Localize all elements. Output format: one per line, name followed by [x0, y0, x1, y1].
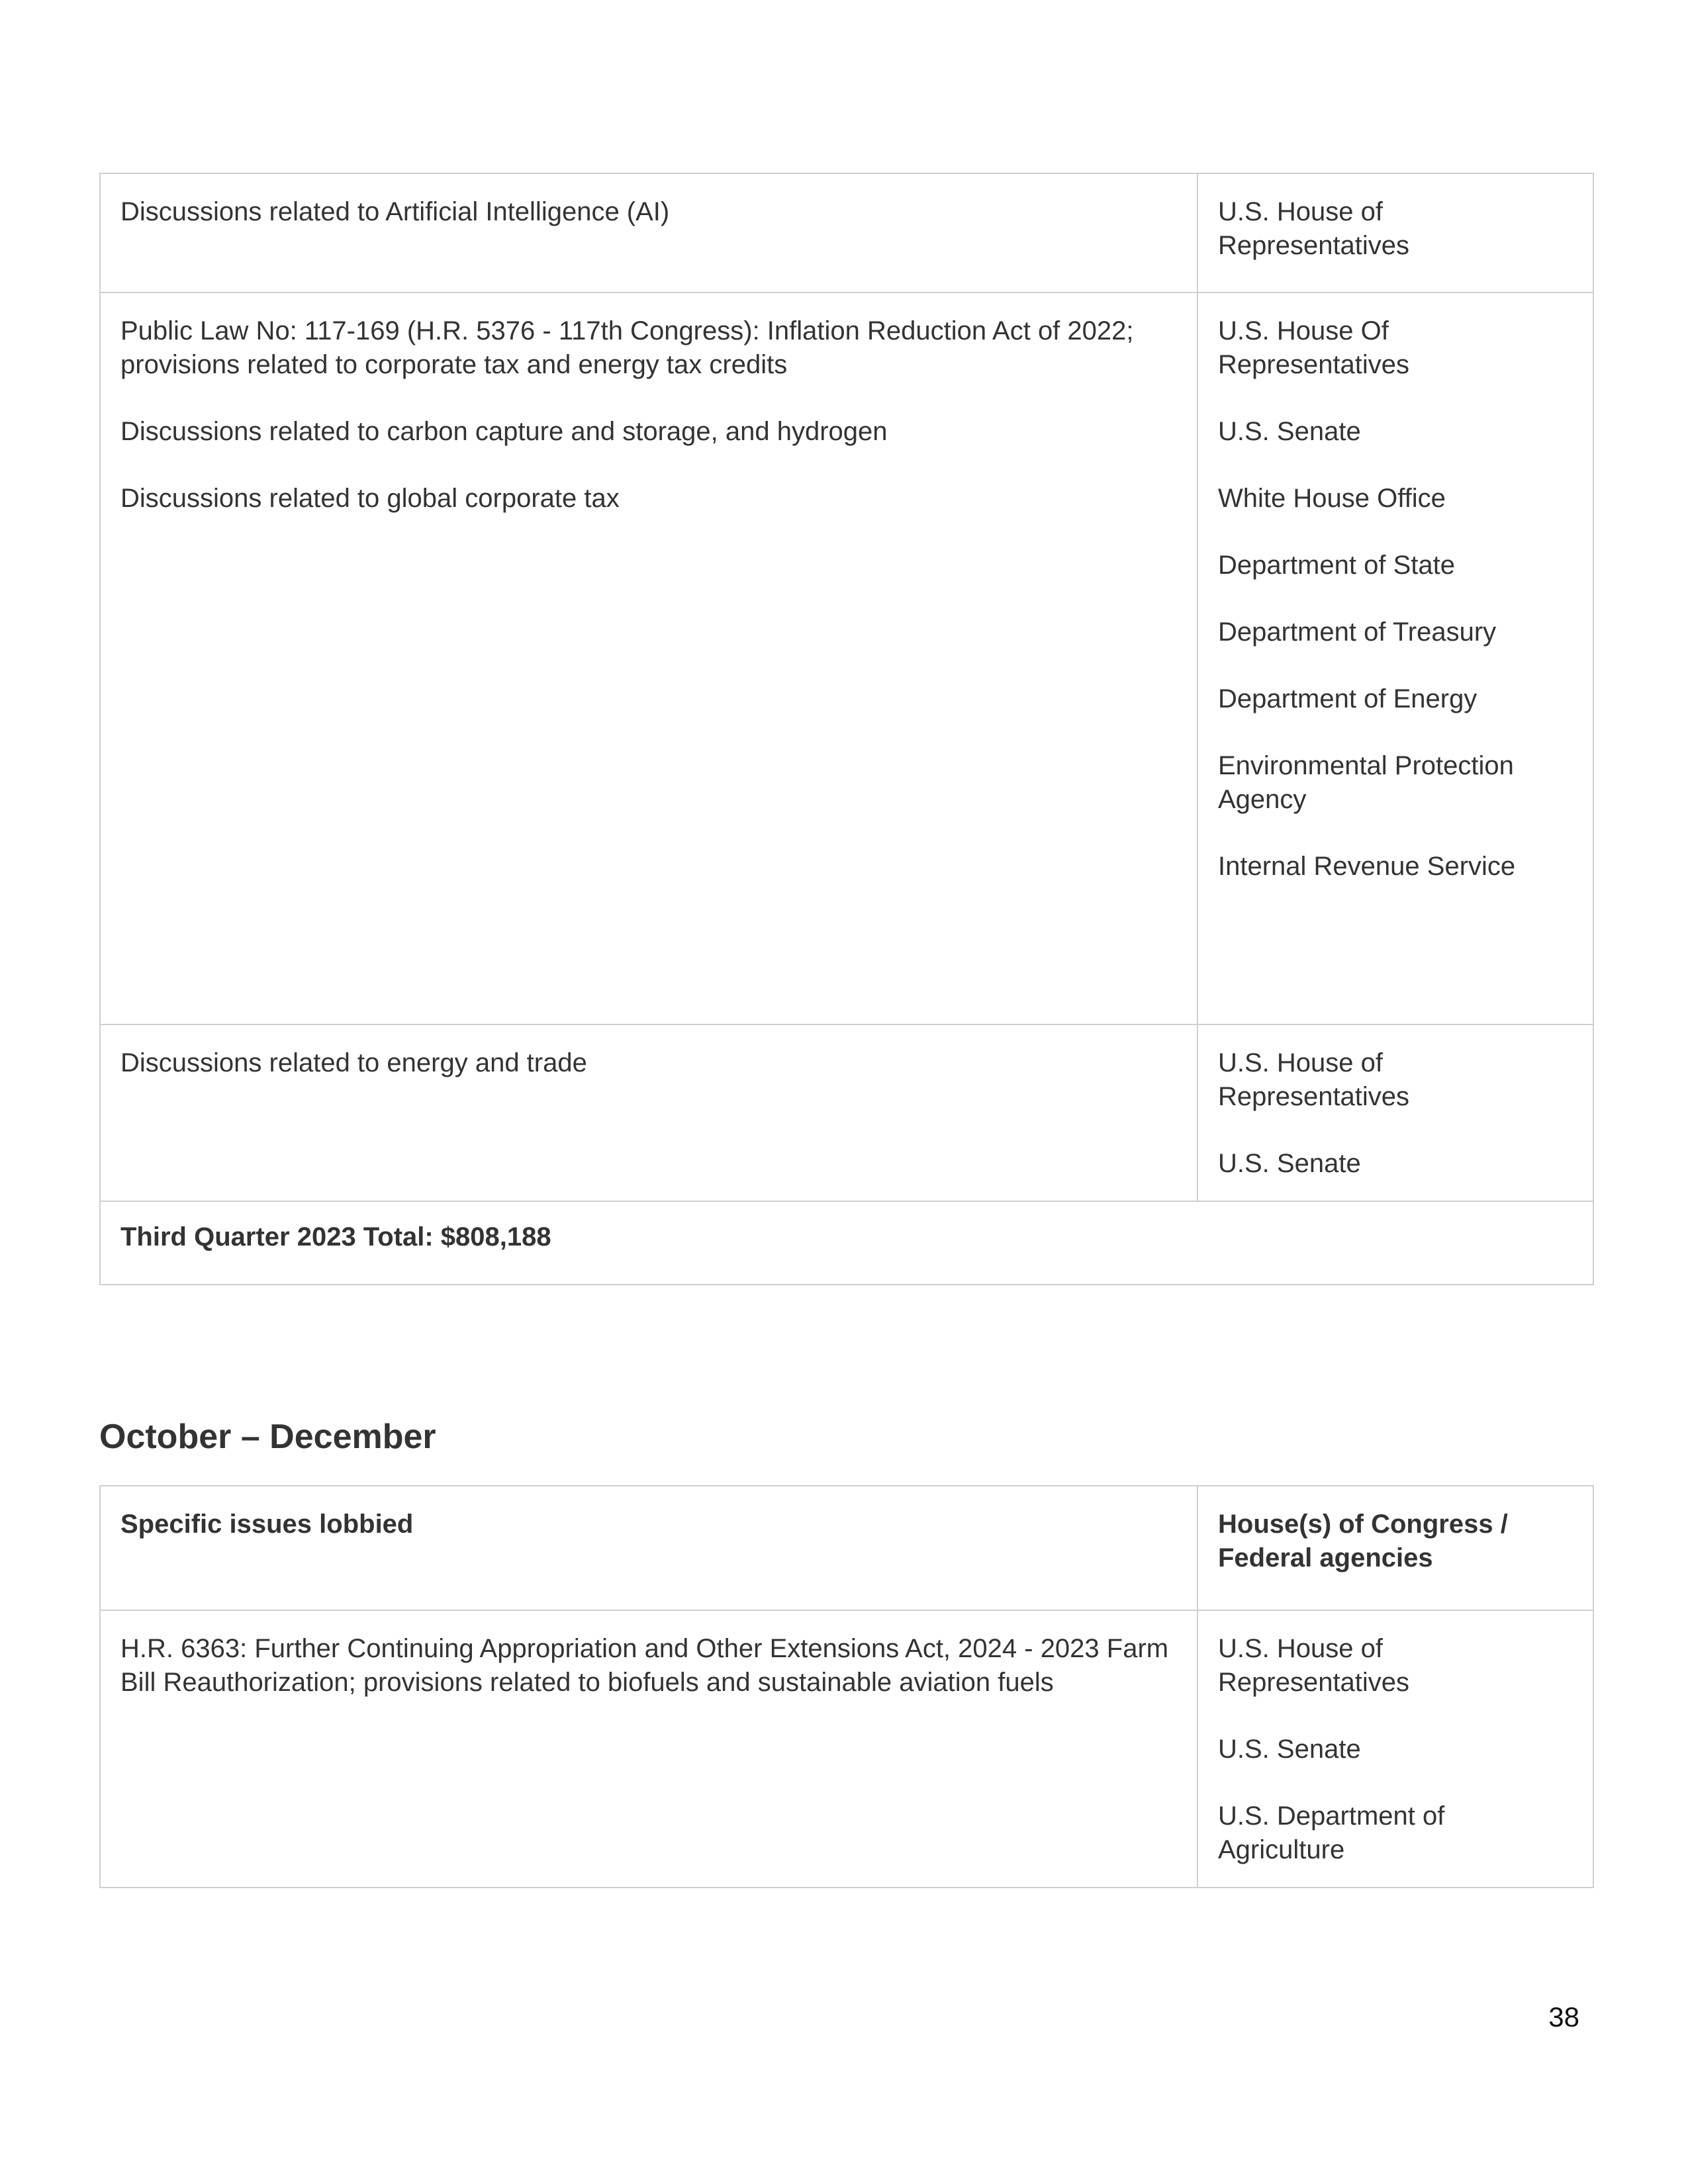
total-cell [100, 1201, 1593, 1285]
column-header-agencies [1197, 1486, 1593, 1610]
table-row [100, 1024, 1593, 1201]
header-agencies-label: House(s) of Congress / Federal agencies [1218, 1510, 1508, 1572]
agency-text: U.S. House of Representatives [1218, 1634, 1410, 1697]
table-header-row [100, 1486, 1593, 1610]
agency-text: Department of Treasury [1218, 617, 1497, 647]
agency-text: Environmental Protection Agency [1218, 751, 1514, 814]
agencies-cell [1197, 293, 1593, 1024]
issue-text: Discussions related to carbon capture and storage, and hydrogen [120, 417, 888, 446]
column-header-issues [100, 1486, 1197, 1610]
issues-cell [100, 293, 1197, 1024]
agencies-cell [1197, 1610, 1593, 1888]
issues-cell [100, 1024, 1197, 1201]
issue-text: Discussions related to global corporate tax [120, 484, 620, 513]
issue-text: Discussions related to energy and trade [120, 1048, 587, 1077]
table-row [100, 293, 1593, 1024]
issue-text: Discussions related to Artificial Intelligence (AI) [120, 197, 670, 226]
agencies-cell [1197, 1024, 1593, 1201]
agency-text: U.S. House Of Representatives [1218, 316, 1410, 379]
section-heading: October – December [99, 1418, 436, 1456]
issue-text: H.R. 6363: Further Continuing Appropriation and Other Extensions Act, 2024 - 2023 Farm Bill Reauthorization; provisions related to biofuels and sustainable aviation fuels [120, 1634, 1169, 1697]
header-issues-label: Specific issues lobbied [120, 1510, 414, 1539]
agency-text: U.S. Senate [1218, 1149, 1361, 1178]
agency-text: White House Office [1218, 484, 1446, 513]
q3-lobbying-table [99, 173, 1594, 1285]
agency-text: Department of Energy [1218, 684, 1477, 713]
total-row [100, 1201, 1593, 1285]
page-number: 38 [1548, 2001, 1579, 2032]
issue-text: Public Law No: 117-169 (H.R. 5376 - 117th Congress): Inflation Reduction Act of 2022; provisions related to corporate tax and energy tax credits [120, 316, 1134, 379]
agency-text: U.S. House of Representatives [1218, 197, 1410, 260]
table-row [100, 173, 1593, 293]
issues-cell [100, 1610, 1197, 1888]
table-row [100, 1610, 1593, 1888]
agencies-cell [1197, 173, 1593, 293]
agency-text: U.S. Senate [1218, 417, 1361, 446]
q4-lobbying-table [99, 1485, 1594, 1888]
agency-text: Department of State [1218, 551, 1455, 580]
agency-text: U.S. House of Representatives [1218, 1048, 1410, 1111]
agency-text: U.S. Department of Agriculture [1218, 1801, 1445, 1864]
agency-text: Internal Revenue Service [1218, 852, 1516, 881]
quarter-total: Third Quarter 2023 Total: $808,188 [120, 1222, 551, 1251]
agency-text: U.S. Senate [1218, 1735, 1361, 1764]
issues-cell [100, 173, 1197, 293]
